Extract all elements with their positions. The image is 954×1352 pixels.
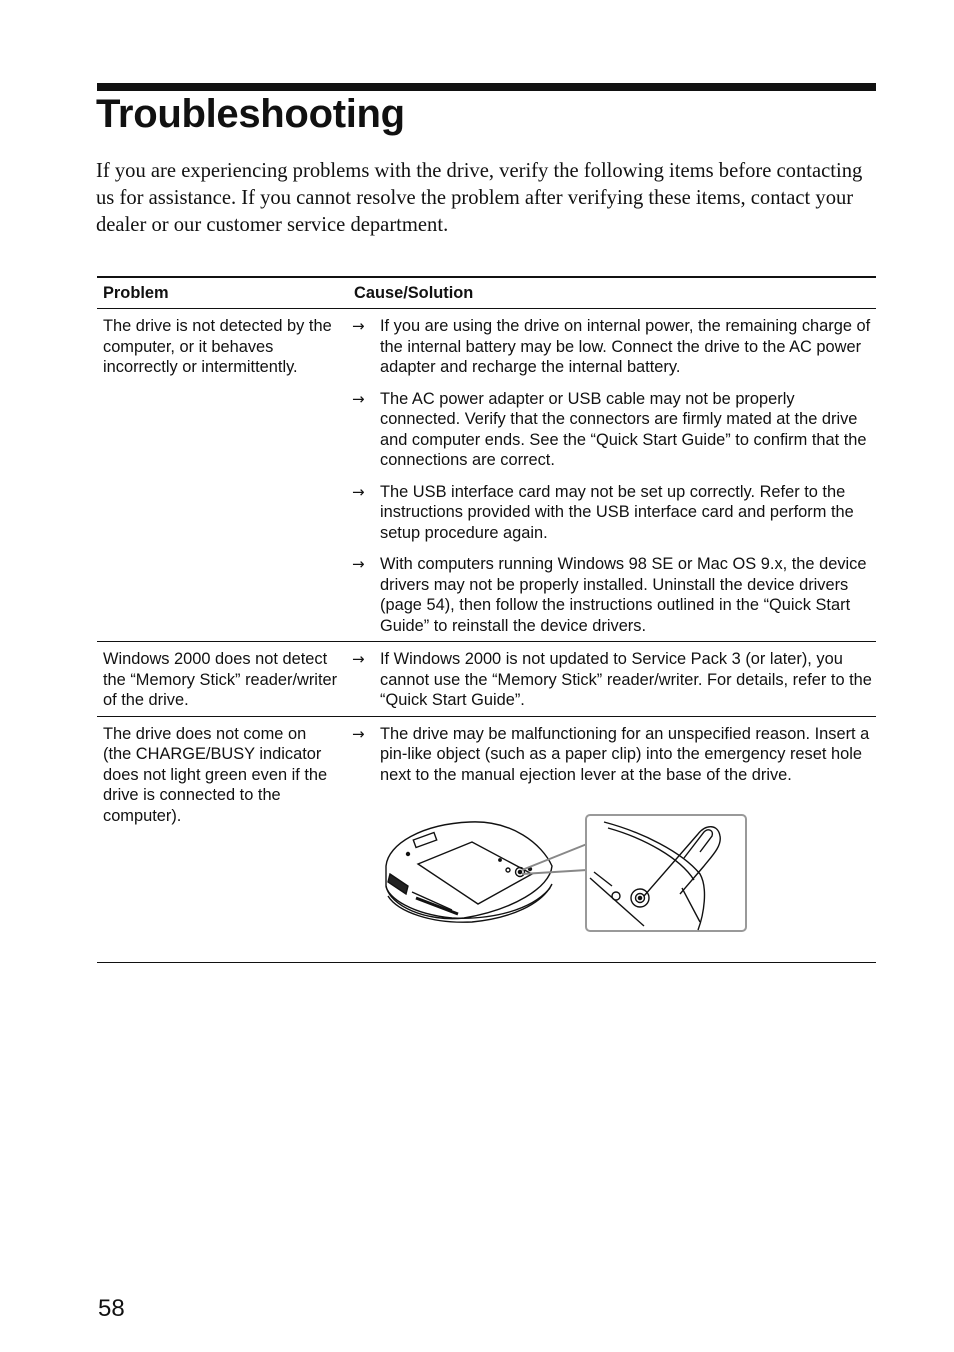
solution-item: [348, 724, 876, 786]
problem-cell: The drive does not come on (the CHARGE/BUSY indicator does not light green even if the drive is connected to the computer).: [103, 724, 328, 825]
arrow-right-icon: →: [352, 482, 365, 501]
header-problem: Problem: [103, 284, 169, 302]
zoom-inset-drawing: [586, 815, 746, 931]
cause-cell: [348, 309, 876, 636]
table-row: [97, 309, 876, 642]
arrow-right-icon: →: [352, 317, 365, 335]
reset-hole-illustration: [382, 814, 752, 936]
solution-text: The USB interface card may not be set up correctly. Refer to the instructions provided with the USB interface card and perform the setup procedure again.: [380, 482, 854, 542]
solution-text: The drive may be malfunctioning for an unspecified reason. Insert a pin-like object (such as a paper clip) into the emergency reset hole next to the manual ejection lever at the base of the drive.: [380, 724, 870, 784]
arrow-right-icon: →: [352, 555, 365, 573]
page-number: 58: [98, 1295, 125, 1322]
solution-text: The AC power adapter or USB cable may not be properly connected. Verify that the connectors are firmly mated at the drive and computer ends. See the “Quick Start Guide” to confirm that the connections are correct.: [380, 389, 867, 469]
drive-underside-drawing: [386, 822, 552, 922]
solution-text: If you are using the drive on internal power, the remaining charge of the internal battery may be low. Connect the drive to the AC power adapter and recharge the internal battery.: [380, 317, 871, 376]
page-title: Troubleshooting: [96, 92, 405, 136]
problem-cell: Windows 2000 does not detect the “Memory Stick” reader/writer of the drive.: [103, 650, 338, 709]
arrow-right-icon: →: [352, 724, 365, 743]
solution-item: [348, 649, 876, 711]
solution-item: [348, 316, 876, 378]
problem-cell: The drive is not detected by the computer, or it behaves incorrectly or intermittently.: [103, 317, 332, 376]
solution-item: [348, 389, 876, 471]
cause-cell: [348, 717, 876, 942]
table-header: [97, 278, 876, 309]
solution-text: With computers running Windows 98 SE or Mac OS 9.x, the device drivers may not be properly installed. Uninstall the device drivers (page 54), then follow the instructions outlined in the “Quick Start Guide” to reinstall the device drivers.: [380, 555, 867, 635]
intro-paragraph: If you are experiencing problems with the drive, verify the following items before contacting us for assistance. If you cannot resolve the problem after verifying these items, contact your dealer or our customer service department.: [96, 160, 863, 236]
solution-item: [348, 482, 876, 544]
table-row: [97, 717, 876, 962]
header-cause-solution: Cause/Solution: [354, 284, 474, 302]
arrow-right-icon: →: [352, 650, 365, 668]
arrow-right-icon: →: [352, 389, 365, 408]
solution-item: [348, 554, 876, 636]
solution-text: If Windows 2000 is not updated to Service Pack 3 (or later), you cannot use the “Memory Stick” reader/writer. For details, refer to the “Quick Start Guide”.: [380, 650, 872, 709]
table-row: [97, 642, 876, 717]
troubleshooting-table: [97, 276, 876, 963]
cause-cell: [348, 642, 876, 711]
